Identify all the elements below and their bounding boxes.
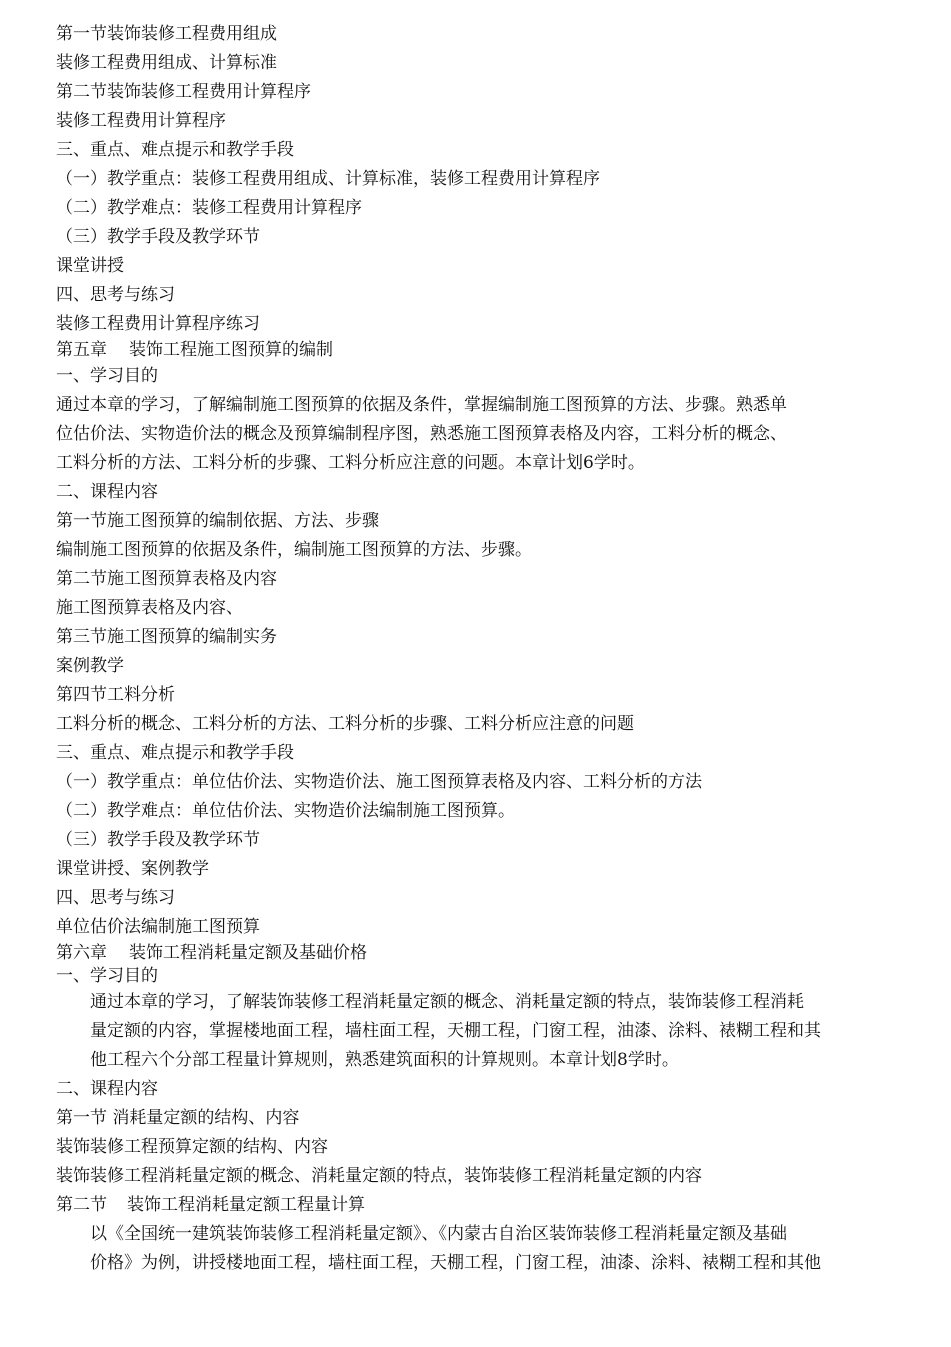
paragraph-line: 通过本章的学习，了解装饰装修工程消耗量定额的概念、消耗量定额的特点，装饰装修工程消耗 (90, 992, 804, 1012)
paragraph-line: 通过本章的学习，了解编制施工图预算的依据及条件，掌握编制施工图预算的方法、步骤。熟悉单 (56, 395, 787, 415)
chapter-5-goal-paragraph (56, 391, 891, 478)
teaching-method-detail: 课堂讲授、案例教学 (56, 859, 209, 879)
section-detail: 装饰装修工程消耗量定额的概念、消耗量定额的特点，装饰装修工程消耗量定额的内容 (56, 1166, 702, 1186)
section-heading: 第一节 消耗量定额的结构、内容 (56, 1108, 300, 1128)
subsection-heading: 四、思考与练习 (56, 285, 175, 305)
subsection-heading: 二、课程内容 (56, 482, 158, 502)
section-heading: 第一节装饰装修工程费用组成 (56, 24, 277, 44)
section-heading: 第二节施工图预算表格及内容 (56, 569, 277, 589)
chapter-6-goal-paragraph (56, 988, 891, 1075)
chapter-6-title: 装饰工程消耗量定额及基础价格 (129, 943, 367, 963)
teaching-key-point: （一）教学重点：装修工程费用组成、计算标准，装修工程费用计算程序 (56, 169, 600, 189)
paragraph-line: 以《全国统一建筑装饰装修工程消耗量定额》、《内蒙古自治区装饰装修工程消耗量定额及基础 (90, 1224, 787, 1244)
section-detail: 编制施工图预算的依据及条件，编制施工图预算的方法、步骤。 (56, 540, 532, 560)
section-detail: 施工图预算表格及内容、 (56, 598, 243, 618)
section-heading: 第二节装饰装修工程费用计算程序 (56, 82, 311, 102)
paragraph-line: 他工程六个分部工程量计算规则，熟悉建筑面积的计算规则。本章计划8学时。 (90, 1050, 679, 1070)
teaching-method: （三）教学手段及教学环节 (56, 830, 260, 850)
paragraph-line: 工料分析的方法、工料分析的步骤、工料分析应注意的问题。本章计划6学时。 (56, 453, 645, 473)
section-title: 装饰工程消耗量定额工程量计算 (127, 1195, 365, 1215)
chapter-5-number: 第五章 (56, 340, 107, 360)
paragraph-line: 价格》为例，讲授楼地面工程，墙柱面工程，天棚工程，门窗工程，油漆、涂料、裱糊工程和其他 (90, 1253, 821, 1273)
paragraph-line: 位估价法、实物造价法的概念及预算编制程序图，熟悉施工图预算表格及内容，工料分析的概念、 (56, 424, 787, 444)
section-detail: 工料分析的概念、工料分析的方法、工料分析的步骤、工料分析应注意的问题 (56, 714, 634, 734)
teaching-difficulty: （二）教学难点：单位估价法、实物造价法编制施工图预算。 (56, 801, 515, 821)
section-detail: 装修工程费用计算程序 (56, 111, 226, 131)
chapter-5-title: 装饰工程施工图预算的编制 (129, 340, 333, 360)
subsection-heading: 三、重点、难点提示和教学手段 (56, 743, 294, 763)
teaching-method: （三）教学手段及教学环节 (56, 227, 260, 247)
teaching-difficulty: （二）教学难点：装修工程费用计算程序 (56, 198, 362, 218)
exercise-detail: 单位估价法编制施工图预算 (56, 917, 260, 937)
section-detail: 装饰装修工程预算定额的结构、内容 (56, 1137, 328, 1157)
section-number: 第二节 (56, 1195, 107, 1215)
subsection-heading: 二、课程内容 (56, 1079, 158, 1099)
subsection-heading: 一、学习目的 (56, 366, 158, 386)
section-heading: 第一节施工图预算的编制依据、方法、步骤 (56, 511, 379, 531)
section-2-paragraph (56, 1220, 891, 1278)
section-heading (56, 1191, 891, 1220)
subsection-heading: 三、重点、难点提示和教学手段 (56, 140, 294, 160)
section-detail: 装修工程费用组成、计算标准 (56, 53, 277, 73)
chapter-6-heading (56, 942, 891, 965)
subsection-heading: 四、思考与练习 (56, 888, 175, 908)
chapter-5-heading (56, 339, 891, 362)
paragraph-line: 量定额的内容，掌握楼地面工程，墙柱面工程，天棚工程，门窗工程，油漆、涂料、裱糊工程和其 (90, 1021, 821, 1041)
section-heading: 第三节施工图预算的编制实务 (56, 627, 277, 647)
teaching-key-point: （一）教学重点：单位估价法、实物造价法、施工图预算表格及内容、工料分析的方法 (56, 772, 702, 792)
subsection-heading: 一、学习目的 (56, 966, 158, 986)
chapter-6-number: 第六章 (56, 943, 107, 963)
section-heading: 第四节工料分析 (56, 685, 175, 705)
section-detail: 案例教学 (56, 656, 124, 676)
teaching-method-detail: 课堂讲授 (56, 256, 124, 276)
exercise-detail: 装修工程费用计算程序练习 (56, 314, 260, 334)
